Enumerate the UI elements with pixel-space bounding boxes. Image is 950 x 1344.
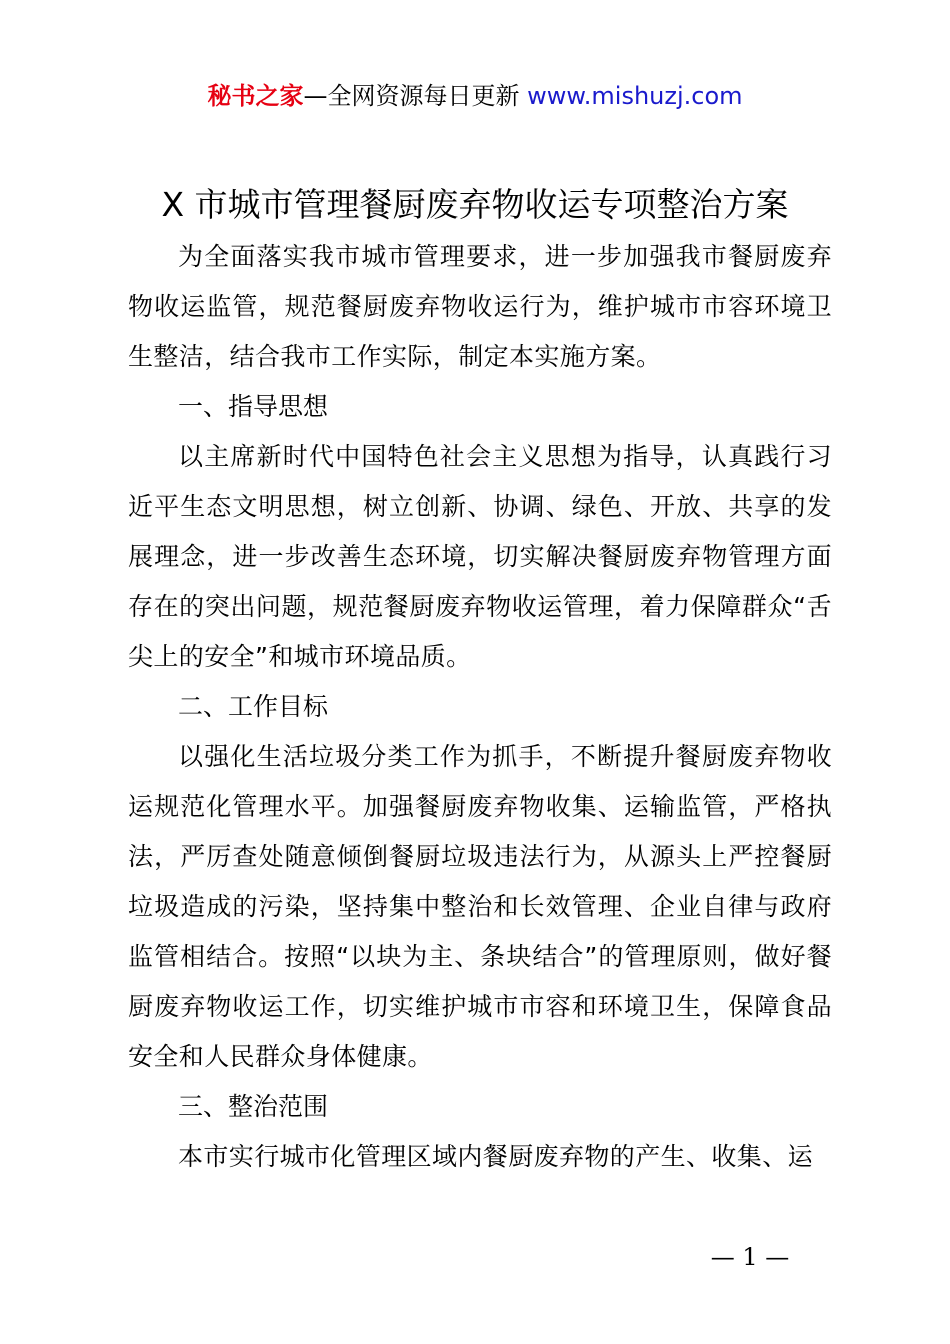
site-url-link[interactable]: www.mishuzj.com xyxy=(527,82,743,110)
work-goals-paragraph: 以强化生活垃圾分类工作为抓手，不断提升餐厨废弃物收运规范化管理水平。加强餐厨废弃物收集、运输监管，严格执法，严厉查处随意倾倒餐厨垃圾违法行为，从源头上严控餐厨垃圾造成的污染，坚持集中整治和长效管理、企业自律与政府监管相结合。按照“以块为主、条块结合”的管理原则，做好餐厨废弃物收运工作，切实维护城市市容和环境卫生，保障食品安全和人民群众身体健康。 xyxy=(128,742,832,1071)
section-heading-work-goals: 二、工作目标 xyxy=(178,692,329,721)
site-tagline: —全网资源每日更新 xyxy=(303,82,528,110)
guiding-ideology-paragraph: 以主席新时代中国特色社会主义思想为指导，认真践行习近平生态文明思想，树立创新、协调、绿色、开放、共享的发展理念，进一步改善生态环境，切实解决餐厨废弃物管理方面存在的突出问题，规范餐厨废弃物收运管理，着力保障群众“舌尖上的安全”和城市环境品质。 xyxy=(128,442,832,671)
scope-paragraph: 本市实行城市化管理区域内餐厨废弃物的产生、收集、运 xyxy=(178,1142,814,1171)
site-brand: 秘书之家 xyxy=(207,82,304,110)
section-heading-guiding-ideology: 一、指导思想 xyxy=(178,392,329,421)
document-title: X 市城市管理餐厨废弃物收运专项整治方案 xyxy=(161,185,789,224)
section-heading-scope: 三、整治范围 xyxy=(178,1092,329,1121)
site-header xyxy=(0,80,950,112)
page-number: — 1 — xyxy=(710,1243,790,1271)
document-body xyxy=(128,232,832,1182)
intro-paragraph: 为全面落实我市城市管理要求，进一步加强我市餐厨废弃物收运监管，规范餐厨废弃物收运行为，维护城市市容环境卫生整洁，结合我市工作实际，制定本实施方案。 xyxy=(128,242,832,371)
